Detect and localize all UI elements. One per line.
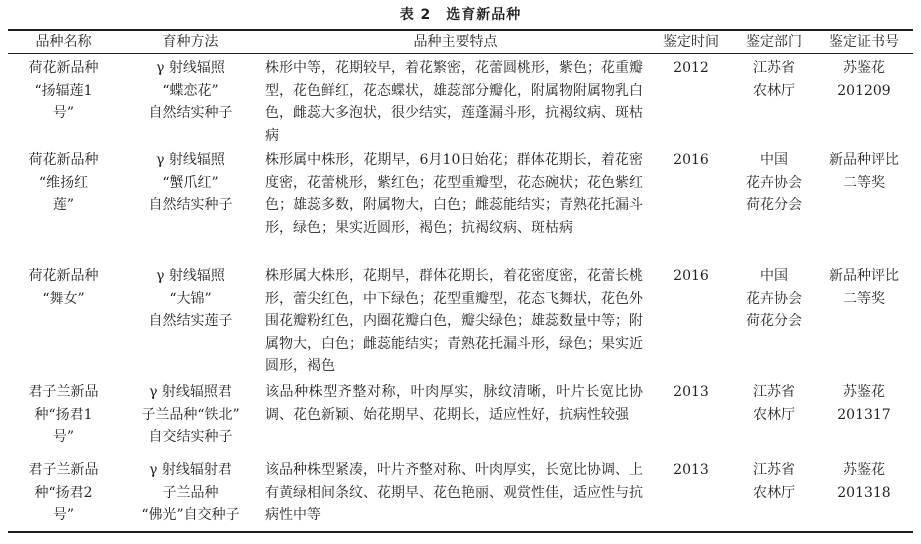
features-cell: 该品种株型齐整对称，叶肉厚实，脉纹清晰，叶片长宽比协调、花色新颖、始花期早、花期长，适应性好，抗病性较强 — [265, 384, 643, 423]
table-row — [8, 53, 913, 147]
certificate-cell: 苏鉴花 201317 — [837, 384, 891, 423]
breeding-method-cell: γ 射线辐射君 子兰品种 “佛光”自交种子 — [141, 462, 240, 523]
features-cell: 株形属大株形，花期早，群体花期长，着花密度密，花蕾长桃形，蕾尖红色，中下绿色；花型重瓣型，花态飞舞状，花色外围花瓣粉红色，内圈花瓣白色，瓣尖绿色；雄蕊数量中等；附属物大，白色；雌蕊能结实；青熟花托漏斗形，绿色；果实近圆形，褐色 — [265, 268, 643, 374]
table-header-row — [8, 31, 913, 53]
department-cell: 江苏省 农林厅 — [753, 60, 795, 99]
year-cell: 2016 — [673, 268, 709, 284]
breeding-method-cell: γ 射线辐照 “蝶恋花” 自然结实种子 — [148, 60, 233, 121]
department-cell: 中国 花卉协会 荷花分会 — [746, 268, 802, 329]
certificate-cell: 新品种评比 二等奖 — [829, 268, 899, 307]
certificate-cell: 苏鉴花 201318 — [837, 462, 891, 501]
header-variety-name: 品种名称 — [35, 34, 92, 50]
variety-name-cell: 君子兰新品 种“扬君1 号” — [28, 384, 99, 445]
features-cell: 该品种株型紧凑，叶片齐整对称、叶肉厚实，长宽比协调、上有黄绿相间条纹、花期早、花色艳丽、观赏性佳，适应性与抗病性中等 — [265, 462, 643, 523]
variety-name-cell: 荷花新品种 “维扬红 莲” — [28, 152, 99, 213]
department-cell: 江苏省 农林厅 — [753, 462, 795, 501]
table-bottom-rule — [8, 531, 913, 533]
header-certificate-number: 鉴定证书号 — [829, 34, 899, 50]
header-certification-dept: 鉴定部门 — [746, 34, 802, 50]
certificate-cell: 新品种评比 二等奖 — [829, 152, 899, 191]
table-row — [8, 147, 913, 263]
features-cell: 株形属中株形，花期早，6月10日始花；群体花期长，着花密度密，花蕾桃形，紫红色；花型重瓣型，花态碗状；花色紫红色；雄蕊多数，附属物大，白色；雌蕊能结实；青熟花托漏斗形，绿色；果实近圆形，褐色；抗褐纹病、斑枯病 — [265, 152, 643, 236]
variety-name-cell: 荷花新品种 “扬辐莲1 号” — [28, 60, 99, 121]
year-cell: 2012 — [673, 60, 709, 76]
table-caption: 表 2 选育新品种 — [399, 7, 522, 23]
table-row — [8, 263, 913, 379]
breeding-method-cell: γ 射线辐照 “大锦” 自然结实莲子 — [148, 268, 233, 329]
certificate-cell: 苏鉴花 201209 — [837, 60, 891, 99]
variety-name-cell: 君子兰新品 种“扬君2 号” — [28, 462, 99, 523]
features-cell: 株形中等，花期较早，着花繁密，花蕾圆桃形，紫色；花重瓣型，花色鲜红，花态蝶状，雄蕊部分瓣化，附属物附属物乳白色，雌蕊大多泡状，很少结实，莲蓬漏斗形，抗褐纹病、斑枯病 — [265, 60, 643, 144]
department-cell: 中国 花卉协会 荷花分会 — [746, 152, 802, 213]
variety-name-cell: 荷花新品种 “舞女” — [28, 268, 99, 307]
breeding-varieties-table — [8, 31, 913, 529]
breeding-method-cell: γ 射线辐照 “蟹爪红” 自然结实种子 — [148, 152, 233, 213]
header-main-features: 品种主要特点 — [413, 34, 498, 50]
department-cell: 江苏省 农林厅 — [753, 384, 795, 423]
table-row — [8, 457, 913, 529]
year-cell: 2013 — [673, 462, 709, 478]
header-certification-year: 鉴定时间 — [663, 34, 719, 50]
table-row — [8, 379, 913, 457]
breeding-method-cell: γ 射线辐照君 子兰品种“铁北” 自交结实种子 — [141, 384, 240, 445]
year-cell: 2016 — [673, 152, 709, 168]
year-cell: 2013 — [673, 384, 709, 400]
header-breeding-method: 育种方法 — [162, 34, 219, 50]
